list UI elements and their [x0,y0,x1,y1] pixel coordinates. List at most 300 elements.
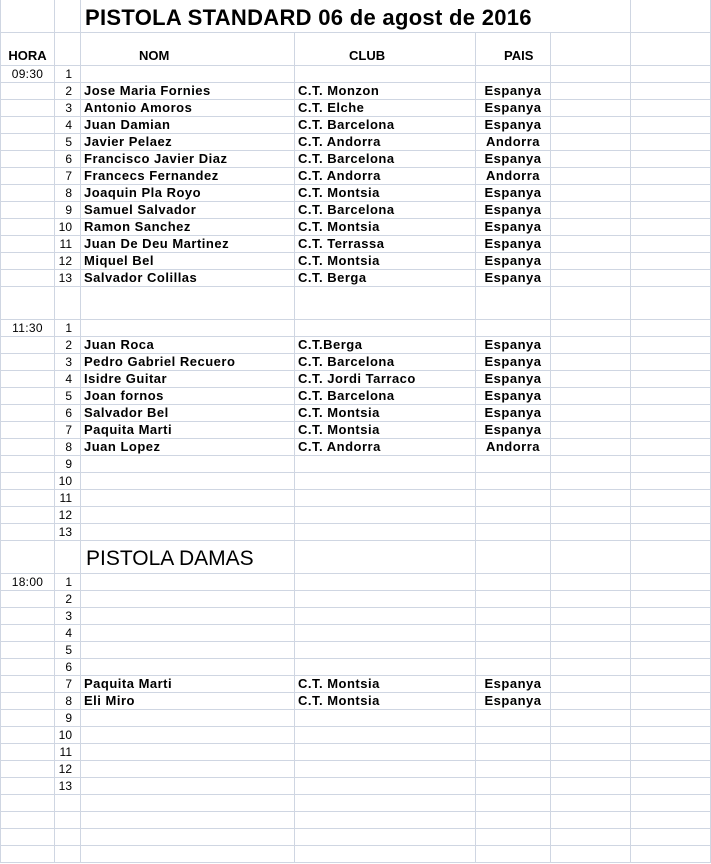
country[interactable] [476,507,551,524]
shooter-name[interactable] [81,320,295,337]
country[interactable]: Espanya [476,337,551,354]
cell[interactable] [476,829,551,846]
position-number[interactable]: 6 [55,659,81,676]
shooter-name[interactable] [81,659,295,676]
cell[interactable] [0,541,55,574]
shooter-name[interactable] [81,761,295,778]
hora-cell[interactable] [0,236,55,253]
cell[interactable] [631,846,711,863]
cell[interactable] [551,574,631,591]
club-name[interactable]: C.T. Montsia [295,185,476,202]
hora-cell[interactable] [0,642,55,659]
cell[interactable] [631,473,711,490]
club-name[interactable]: C.T. Montsia [295,253,476,270]
cell[interactable] [551,761,631,778]
header-hora[interactable]: HORA [0,33,55,66]
cell[interactable] [81,829,295,846]
cell[interactable] [551,795,631,812]
hora-cell[interactable] [0,185,55,202]
cell[interactable] [476,846,551,863]
club-name[interactable]: C.T.Berga [295,337,476,354]
cell[interactable] [631,219,711,236]
position-number[interactable]: 1 [55,66,81,83]
cell[interactable] [476,812,551,829]
cell[interactable] [631,388,711,405]
cell[interactable] [631,507,711,524]
cell[interactable] [631,33,711,66]
cell[interactable] [295,287,476,320]
shooter-name[interactable]: Isidre Guitar [81,371,295,388]
cell[interactable] [631,659,711,676]
hora-cell[interactable] [0,676,55,693]
cell[interactable] [631,761,711,778]
cell[interactable] [551,168,631,185]
shooter-name[interactable] [81,473,295,490]
cell[interactable] [631,795,711,812]
hora-cell[interactable] [0,778,55,795]
cell[interactable] [551,117,631,134]
cell[interactable] [551,287,631,320]
cell[interactable] [55,0,81,33]
cell[interactable] [551,625,631,642]
hora-cell[interactable] [0,608,55,625]
club-name[interactable] [295,659,476,676]
cell[interactable] [551,320,631,337]
cell[interactable] [81,812,295,829]
shooter-name[interactable]: Javier Pelaez [81,134,295,151]
shooter-name[interactable]: Joan fornos [81,388,295,405]
club-name[interactable]: C.T. Montsia [295,405,476,422]
country[interactable]: Espanya [476,151,551,168]
shooter-name[interactable]: Salvador Colillas [81,270,295,287]
hora-cell[interactable] [0,337,55,354]
cell[interactable] [551,202,631,219]
cell[interactable] [551,473,631,490]
cell[interactable] [0,795,55,812]
cell[interactable] [631,151,711,168]
cell[interactable] [55,795,81,812]
country[interactable]: Espanya [476,253,551,270]
country[interactable]: Espanya [476,371,551,388]
country[interactable] [476,744,551,761]
position-number[interactable]: 7 [55,422,81,439]
club-name[interactable] [295,778,476,795]
cell[interactable] [631,710,711,727]
cell[interactable] [81,795,295,812]
cell[interactable] [631,354,711,371]
cell[interactable] [631,253,711,270]
country[interactable] [476,524,551,541]
country[interactable] [476,473,551,490]
country[interactable]: Espanya [476,693,551,710]
club-name[interactable] [295,66,476,83]
cell[interactable] [551,591,631,608]
shooter-name[interactable] [81,456,295,473]
cell[interactable] [631,236,711,253]
cell[interactable] [551,608,631,625]
shooter-name[interactable] [81,507,295,524]
cell[interactable] [631,371,711,388]
club-name[interactable] [295,591,476,608]
country[interactable]: Espanya [476,117,551,134]
cell[interactable] [631,642,711,659]
cell[interactable] [295,846,476,863]
country[interactable] [476,710,551,727]
cell[interactable] [551,66,631,83]
position-number[interactable]: 11 [55,744,81,761]
country[interactable]: Espanya [476,83,551,100]
cell[interactable] [551,439,631,456]
cell[interactable] [631,693,711,710]
shooter-name[interactable]: Paquita Marti [81,676,295,693]
position-number[interactable]: 10 [55,727,81,744]
hora-cell[interactable]: 11:30 [0,320,55,337]
cell[interactable] [551,541,631,574]
hora-cell[interactable] [0,744,55,761]
position-number[interactable]: 4 [55,371,81,388]
cell[interactable] [551,337,631,354]
cell[interactable] [631,727,711,744]
cell[interactable] [631,287,711,320]
country[interactable] [476,66,551,83]
cell[interactable] [551,0,631,33]
cell[interactable] [631,134,711,151]
position-number[interactable]: 4 [55,625,81,642]
hora-cell[interactable] [0,405,55,422]
position-number[interactable]: 12 [55,253,81,270]
cell[interactable] [55,846,81,863]
hora-cell[interactable] [0,439,55,456]
hora-cell[interactable] [0,270,55,287]
hora-cell[interactable]: 18:00 [0,574,55,591]
position-number[interactable]: 11 [55,490,81,507]
shooter-name[interactable]: Joaquin Pla Royo [81,185,295,202]
shooter-name[interactable] [81,710,295,727]
position-number[interactable]: 8 [55,693,81,710]
country[interactable]: Andorra [476,168,551,185]
country[interactable]: Espanya [476,236,551,253]
cell[interactable] [551,236,631,253]
cell[interactable] [631,202,711,219]
club-name[interactable]: C.T. Barcelona [295,202,476,219]
club-name[interactable]: C.T. Montsia [295,219,476,236]
club-name[interactable] [295,744,476,761]
position-number[interactable]: 13 [55,524,81,541]
hora-cell[interactable] [0,219,55,236]
hora-cell[interactable] [0,388,55,405]
position-number[interactable]: 10 [55,473,81,490]
position-number[interactable]: 9 [55,456,81,473]
position-number[interactable]: 11 [55,236,81,253]
club-name[interactable]: C.T. Montsia [295,676,476,693]
club-name[interactable] [295,727,476,744]
club-name[interactable] [295,507,476,524]
club-name[interactable]: C.T. Barcelona [295,354,476,371]
shooter-name[interactable] [81,591,295,608]
shooter-name[interactable]: Salvador Bel [81,405,295,422]
position-number[interactable]: 4 [55,117,81,134]
hora-cell[interactable] [0,168,55,185]
country[interactable] [476,574,551,591]
cell[interactable] [55,541,81,574]
cell[interactable] [551,354,631,371]
position-number[interactable]: 8 [55,185,81,202]
position-number[interactable]: 13 [55,778,81,795]
country[interactable]: Andorra [476,439,551,456]
country[interactable]: Andorra [476,134,551,151]
country[interactable]: Espanya [476,422,551,439]
cell[interactable] [551,524,631,541]
hora-cell[interactable] [0,456,55,473]
cell[interactable] [0,829,55,846]
club-name[interactable]: C.T. Barcelona [295,151,476,168]
cell[interactable] [631,405,711,422]
country[interactable] [476,490,551,507]
hora-cell[interactable] [0,151,55,168]
cell[interactable] [551,676,631,693]
cell[interactable] [631,490,711,507]
cell[interactable] [295,541,476,574]
cell[interactable] [631,270,711,287]
cell[interactable] [55,33,81,66]
cell[interactable] [551,219,631,236]
header-nom[interactable]: NOM [81,33,295,66]
shooter-name[interactable] [81,66,295,83]
cell[interactable] [631,422,711,439]
cell[interactable] [551,812,631,829]
position-number[interactable]: 3 [55,608,81,625]
cell[interactable] [551,270,631,287]
country[interactable] [476,608,551,625]
club-name[interactable] [295,608,476,625]
hora-cell[interactable] [0,253,55,270]
shooter-name[interactable]: Antonio Amoros [81,100,295,117]
hora-cell[interactable] [0,134,55,151]
country[interactable] [476,659,551,676]
position-number[interactable]: 2 [55,591,81,608]
cell[interactable] [631,320,711,337]
cell[interactable] [551,659,631,676]
cell[interactable] [295,812,476,829]
cell[interactable] [551,846,631,863]
hora-cell[interactable] [0,507,55,524]
position-number[interactable]: 8 [55,439,81,456]
cell[interactable] [551,134,631,151]
shooter-name[interactable]: Miquel Bel [81,253,295,270]
cell[interactable] [631,456,711,473]
cell[interactable] [551,456,631,473]
shooter-name[interactable] [81,642,295,659]
cell[interactable] [81,287,295,320]
position-number[interactable]: 5 [55,642,81,659]
cell[interactable] [551,371,631,388]
position-number[interactable]: 3 [55,100,81,117]
hora-cell[interactable] [0,490,55,507]
club-name[interactable]: C.T. Andorra [295,439,476,456]
position-number[interactable]: 7 [55,168,81,185]
club-name[interactable]: C.T. Barcelona [295,117,476,134]
hora-cell[interactable] [0,659,55,676]
cell[interactable] [551,490,631,507]
cell[interactable] [551,388,631,405]
cell[interactable] [551,727,631,744]
cell[interactable] [631,778,711,795]
hora-cell[interactable] [0,354,55,371]
cell[interactable] [551,778,631,795]
country[interactable] [476,778,551,795]
country[interactable] [476,591,551,608]
club-name[interactable]: C.T. Terrassa [295,236,476,253]
country[interactable] [476,727,551,744]
position-number[interactable]: 5 [55,134,81,151]
shooter-name[interactable] [81,524,295,541]
cell[interactable] [631,0,711,33]
shooter-name[interactable] [81,727,295,744]
club-name[interactable] [295,473,476,490]
country[interactable]: Espanya [476,388,551,405]
cell[interactable] [631,185,711,202]
country[interactable]: Espanya [476,219,551,236]
cell[interactable] [551,829,631,846]
cell[interactable] [631,66,711,83]
cell[interactable] [551,693,631,710]
country[interactable]: Espanya [476,270,551,287]
shooter-name[interactable]: Juan Lopez [81,439,295,456]
cell[interactable] [551,83,631,100]
cell[interactable] [295,829,476,846]
hora-cell[interactable] [0,625,55,642]
country[interactable]: Espanya [476,405,551,422]
cell[interactable] [631,744,711,761]
shooter-name[interactable]: Pedro Gabriel Recuero [81,354,295,371]
cell[interactable] [551,405,631,422]
position-number[interactable]: 10 [55,219,81,236]
shooter-name[interactable]: Eli Miro [81,693,295,710]
club-name[interactable]: C.T. Andorra [295,134,476,151]
club-name[interactable]: C.T. Montsia [295,693,476,710]
country[interactable]: Espanya [476,100,551,117]
position-number[interactable]: 9 [55,202,81,219]
shooter-name[interactable] [81,744,295,761]
cell[interactable] [551,422,631,439]
cell[interactable] [551,710,631,727]
hora-cell[interactable] [0,727,55,744]
club-name[interactable]: C.T. Berga [295,270,476,287]
position-number[interactable]: 1 [55,320,81,337]
cell[interactable] [631,541,711,574]
cell[interactable] [631,625,711,642]
hora-cell[interactable] [0,591,55,608]
cell[interactable] [476,287,551,320]
club-name[interactable] [295,320,476,337]
cell[interactable] [631,83,711,100]
club-name[interactable]: C.T. Montsia [295,422,476,439]
club-name[interactable] [295,456,476,473]
cell[interactable] [55,287,81,320]
cell[interactable] [631,524,711,541]
cell[interactable] [631,439,711,456]
club-name[interactable] [295,761,476,778]
cell[interactable] [295,795,476,812]
cell[interactable] [631,100,711,117]
shooter-name[interactable] [81,574,295,591]
country[interactable]: Espanya [476,676,551,693]
country[interactable] [476,761,551,778]
position-number[interactable]: 12 [55,507,81,524]
club-name[interactable]: C.T. Monzon [295,83,476,100]
shooter-name[interactable]: Ramon Sanchez [81,219,295,236]
club-name[interactable] [295,490,476,507]
hora-cell[interactable] [0,83,55,100]
hora-cell[interactable] [0,117,55,134]
club-name[interactable]: C.T. Andorra [295,168,476,185]
club-name[interactable] [295,524,476,541]
cell[interactable] [631,117,711,134]
country[interactable] [476,625,551,642]
cell[interactable] [631,591,711,608]
shooter-name[interactable] [81,778,295,795]
hora-cell[interactable] [0,524,55,541]
club-name[interactable] [295,642,476,659]
cell[interactable] [551,33,631,66]
cell[interactable] [0,812,55,829]
hora-cell[interactable] [0,693,55,710]
cell[interactable] [551,100,631,117]
hora-cell[interactable]: 09:30 [0,66,55,83]
shooter-name[interactable]: Paquita Marti [81,422,295,439]
shooter-name[interactable]: Francisco Javier Diaz [81,151,295,168]
club-name[interactable]: C.T. Barcelona [295,388,476,405]
shooter-name[interactable]: Samuel Salvador [81,202,295,219]
position-number[interactable]: 9 [55,710,81,727]
cell[interactable] [631,829,711,846]
position-number[interactable]: 1 [55,574,81,591]
position-number[interactable]: 6 [55,151,81,168]
cell[interactable] [0,846,55,863]
shooter-name[interactable] [81,625,295,642]
position-number[interactable]: 6 [55,405,81,422]
club-name[interactable]: C.T. Elche [295,100,476,117]
hora-cell[interactable] [0,100,55,117]
cell[interactable] [81,846,295,863]
hora-cell[interactable] [0,371,55,388]
hora-cell[interactable] [0,761,55,778]
hora-cell[interactable] [0,202,55,219]
cell[interactable] [0,0,55,33]
cell[interactable] [55,829,81,846]
country[interactable]: Espanya [476,185,551,202]
shooter-name[interactable]: Jose Maria Fornies [81,83,295,100]
position-number[interactable]: 12 [55,761,81,778]
cell[interactable] [631,574,711,591]
cell[interactable] [476,541,551,574]
position-number[interactable]: 5 [55,388,81,405]
cell[interactable] [551,642,631,659]
position-number[interactable]: 2 [55,337,81,354]
country[interactable] [476,320,551,337]
hora-cell[interactable] [0,710,55,727]
header-pais[interactable]: PAIS [476,33,551,66]
country[interactable]: Espanya [476,202,551,219]
shooter-name[interactable]: Juan Roca [81,337,295,354]
cell[interactable] [551,744,631,761]
cell[interactable] [551,185,631,202]
cell[interactable] [55,812,81,829]
club-name[interactable] [295,574,476,591]
position-number[interactable]: 2 [55,83,81,100]
cell[interactable] [551,507,631,524]
club-name[interactable]: C.T. Jordi Tarraco [295,371,476,388]
